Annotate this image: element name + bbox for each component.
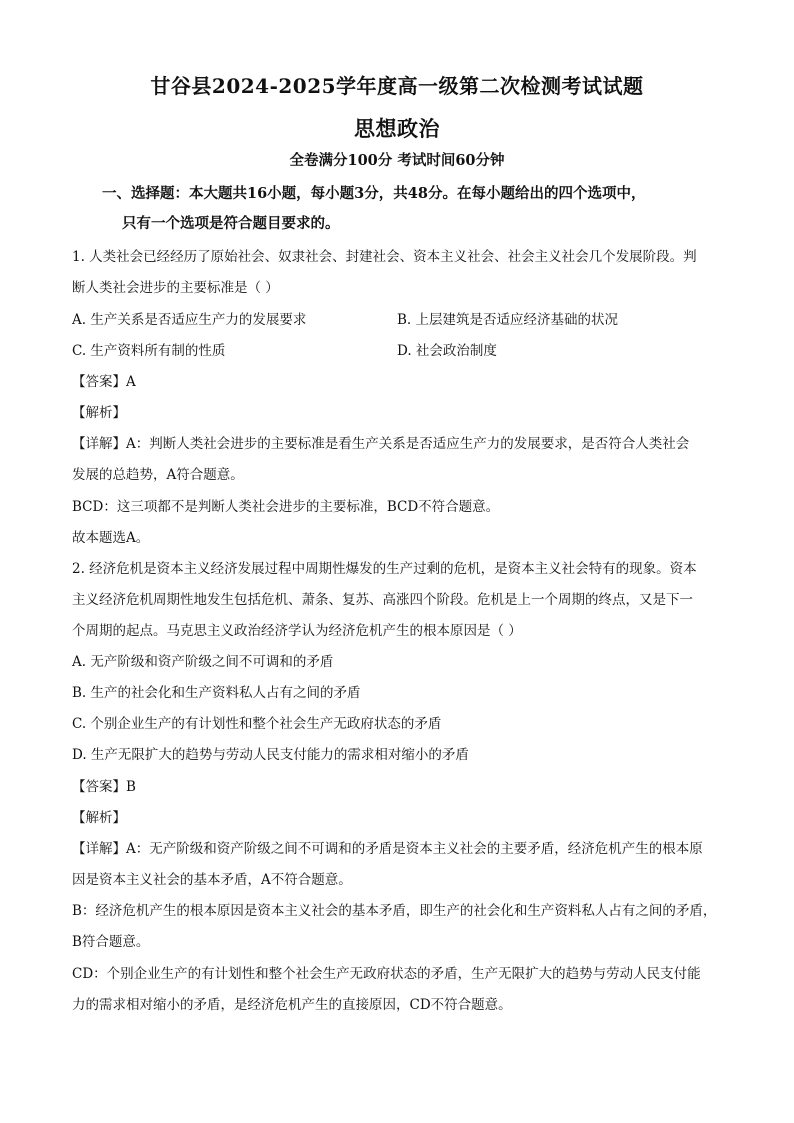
q1-stem-line2: 断人类社会进步的主要标准是（ ） bbox=[72, 280, 279, 296]
exam-meta: 全卷满分100分 考试时间60分钟 bbox=[289, 152, 505, 169]
q2-detail-line4: B符合题意。 bbox=[72, 934, 150, 950]
q2-stem-line3: 个周期的起点。马克思主义政治经济学认为经济危机产生的根本原因是（ ） bbox=[72, 623, 522, 639]
q1-option-d: D. 社会政治制度 bbox=[397, 343, 497, 359]
q1-analysis-label: 【解析】 bbox=[72, 405, 126, 421]
q1-detail-line3: BCD：这三项都不是判断人类社会进步的主要标准，BCD不符合题意。 bbox=[72, 499, 500, 515]
q2-stem-line2: 主义经济危机周期性地发生包括危机、萧条、复苏、高涨四个阶段。危机是上一个周期的终点，又是下一 bbox=[72, 592, 693, 608]
q1-option-c: C. 生产资料所有制的性质 bbox=[72, 343, 226, 359]
section-instruction-line1: 一、选择题：本大题共16小题，每小题3分，共48分。在每小题给出的四个选项中， bbox=[102, 185, 646, 202]
q1-detail-line4: 故本题选A。 bbox=[72, 530, 150, 546]
q2-stem-line1: 2. 经济危机是资本主义经济发展过程中周期性爆发的生产过剩的危机，是资本主义社会特有的现象。资本 bbox=[72, 561, 697, 577]
q1-detail-line1: 【详解】A：判断人类社会进步的主要标准是看生产关系是否适应生产力的发展要求，是否符合人类社会 bbox=[72, 436, 690, 452]
q2-detail-line2: 因是资本主义社会的基本矛盾，A不符合题意。 bbox=[72, 872, 352, 888]
q1-option-b: B. 上层建筑是否适应经济基础的状况 bbox=[397, 312, 619, 328]
q2-option-d: D. 生产无限扩大的趋势与劳动人民支付能力的需求相对缩小的矛盾 bbox=[72, 747, 469, 763]
q2-detail-line1: 【详解】A：无产阶级和资产阶级之间不可调和的矛盾是资本主义社会的主要矛盾，经济危机产生的根本原 bbox=[72, 841, 703, 857]
q2-option-b: B. 生产的社会化和生产资料私人占有之间的矛盾 bbox=[72, 685, 361, 701]
q2-analysis-label: 【解析】 bbox=[72, 810, 126, 826]
subject-title: 思想政治 bbox=[354, 116, 440, 141]
q1-answer: 【答案】A bbox=[72, 374, 136, 390]
q2-option-a: A. 无产阶级和资产阶级之间不可调和的矛盾 bbox=[72, 654, 334, 670]
q1-detail-line2: 发展的总趋势，A符合题意。 bbox=[72, 467, 244, 483]
q2-option-c: C. 个别企业生产的有计划性和整个社会生产无政府状态的矛盾 bbox=[72, 716, 442, 732]
q2-detail-line6: 力的需求相对缩小的矛盾，是经济危机产生的直接原因，CD不符合题意。 bbox=[72, 997, 512, 1013]
q2-answer: 【答案】B bbox=[72, 779, 136, 795]
q2-detail-line5: CD：个别企业生产的有计划性和整个社会生产无政府状态的矛盾，生产无限扩大的趋势与劳动人民支付能 bbox=[72, 966, 701, 982]
section-instruction-line2: 只有一个选项是符合题目要求的。 bbox=[122, 215, 340, 232]
q2-detail-line3: B：经济危机产生的根本原因是资本主义社会的基本矛盾，即生产的社会化和生产资料私人占有之间的矛盾， bbox=[72, 903, 717, 919]
q1-option-a: A. 生产关系是否适应生产力的发展要求 bbox=[72, 312, 307, 328]
exam-title: 甘谷县2024-2025学年度高一级第二次检测考试试题 bbox=[150, 74, 644, 98]
q1-stem-line1: 1. 人类社会已经经历了原始社会、奴隶社会、封建社会、资本主义社会、社会主义社会几个发展阶段。判 bbox=[72, 249, 697, 265]
